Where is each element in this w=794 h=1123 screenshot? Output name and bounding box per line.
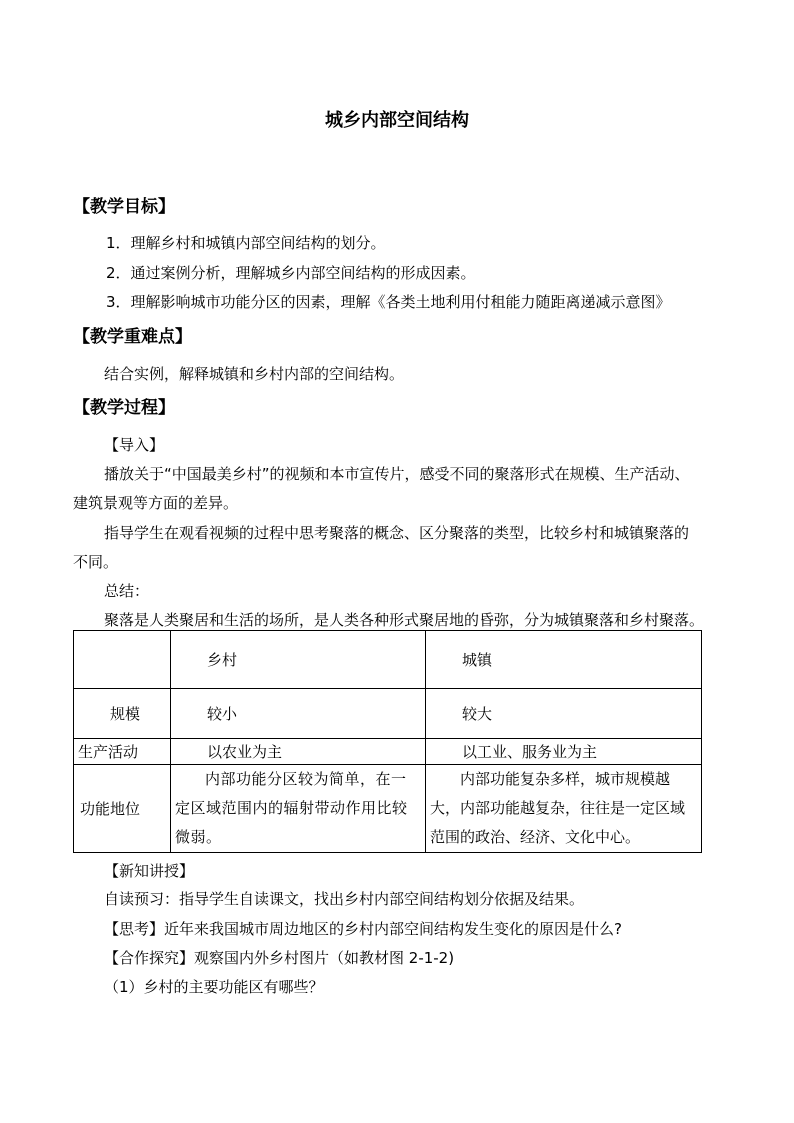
goal-item: 3．理解影响城市功能分区的因素，理解《各类土地利用付租能力随距离递减示意图》 [106,293,671,311]
key-points-text: 结合实例，解释城镇和乡村内部的空间结构。 [104,365,405,383]
table-header-cell [74,631,171,689]
urban-function-text: 内部功能复杂多样，城市规模越大，内部功能越复杂，往往是一定区域范围的政治、经济、文化中心。 [430,770,686,846]
intro-paragraph-2-cont: 不同。 [73,553,119,571]
rural-cell: 以农业为主 [171,739,426,765]
explore-text: 【合作探究】观察国内外乡村图片（如教材图 2-1-2) [104,949,455,967]
goal-item: 1．理解乡村和城镇内部空间结构的划分。 [106,234,386,252]
urban-cell: 较大 [426,689,702,739]
goals-heading: 【教学目标】 [73,197,175,217]
self-study-text: 自读预习：指导学生自读课文，找出乡村内部空间结构划分依据及结果。 [104,890,585,908]
key-points-heading: 【教学重难点】 [73,327,192,347]
question-1: （1）乡村的主要功能区有哪些？ [104,978,324,996]
intro-paragraph-2: 指导学生在观看视频的过程中思考聚落的概念、区分聚落的类型，比较乡村和城镇聚落的 [104,524,690,542]
urban-cell: 以工业、服务业为主 [426,739,702,765]
page-title: 城乡内部空间结构 [325,110,469,131]
intro-label: 【导入】 [104,436,165,454]
comparison-table [73,630,702,853]
intro-paragraph-1: 播放关于“中国最美乡村”的视频和本市宣传片，感受不同的聚落形式在规模、生产活动、 [104,465,690,483]
think-text: 【思考】近年来我国城市周边地区的乡村内部空间结构发生变化的原因是什么? [104,920,622,938]
table-row [74,739,702,765]
goal-item: 2．通过案例分析，理解城乡内部空间结构的形成因素。 [106,264,476,282]
rural-function-text: 内部功能分区较为简单，在一定区域范围内的辐射带动作用比较微弱。 [175,770,408,846]
table-header-cell: 乡村 [171,631,426,689]
summary-label: 总结： [104,582,150,600]
row-label: 规模 [74,689,171,739]
rural-cell [171,765,426,853]
table-row [74,689,702,739]
table-row [74,765,702,853]
table-header-row [74,631,702,689]
new-knowledge-label: 【新知讲授】 [104,862,195,880]
table-header-cell: 城镇 [426,631,702,689]
intro-paragraph-1-cont: 建筑景观等方面的差异。 [73,494,239,512]
rural-cell: 较小 [171,689,426,739]
row-label: 功能地位 [74,765,171,853]
row-label: 生产活动 [74,739,171,765]
urban-cell [426,765,702,853]
summary-text: 聚落是人类聚居和生活的场所，是人类各种形式聚居地的昏弥，分为城镇聚落和乡村聚落。 [104,611,705,629]
process-heading: 【教学过程】 [73,398,175,418]
